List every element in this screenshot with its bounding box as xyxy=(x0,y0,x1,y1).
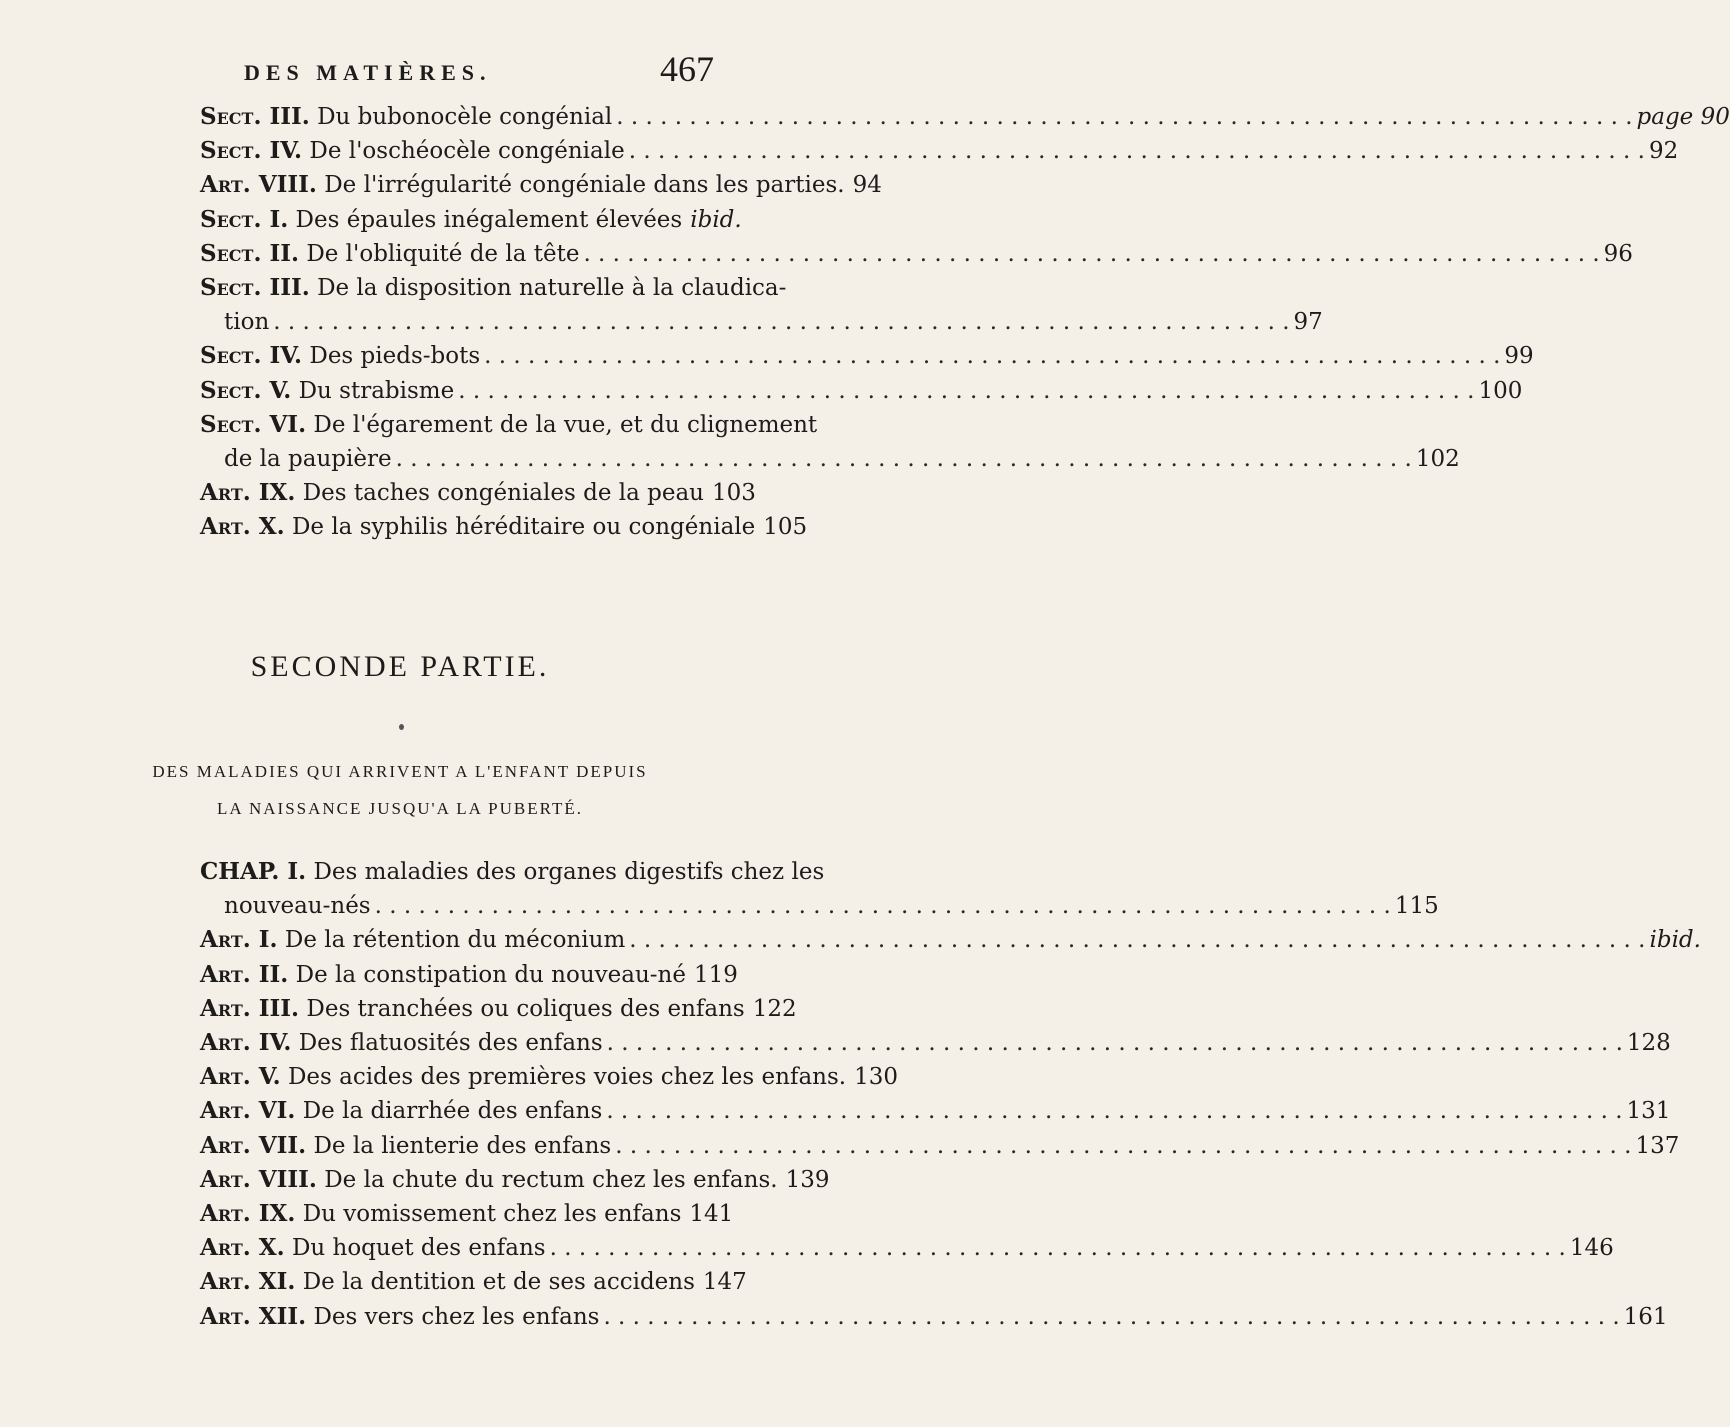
leader-dots xyxy=(375,889,1391,923)
entry-label: Art. XII. xyxy=(200,1302,307,1330)
entry-title: De l'obliquité de la tête xyxy=(306,240,580,267)
entry-label: Art. II. xyxy=(200,960,289,988)
entry-label: Art. IX. xyxy=(200,479,296,507)
entry-label: Sect. VI. xyxy=(200,410,307,438)
entry-page-number: 94 xyxy=(852,172,882,199)
toc-entry xyxy=(200,339,1534,373)
entry-label: Art. X. xyxy=(200,513,285,541)
entry-label: Sect. III. xyxy=(200,274,310,301)
entry-label: Sect. IV. xyxy=(200,137,303,165)
entry-page-number: 105 xyxy=(763,514,808,541)
entry-label: Sect. I. xyxy=(200,205,289,233)
leader-dots xyxy=(273,305,1289,339)
entry-title: De l'oschéocèle congéniale xyxy=(309,138,625,165)
toc-entry xyxy=(200,1060,898,1094)
entry-label: Sect. II. xyxy=(200,239,299,267)
entry-title: nouveau-nés xyxy=(224,893,371,920)
part-title: SECONDE PARTIE. xyxy=(250,650,550,683)
entry-page-number: 122 xyxy=(752,995,797,1022)
entry-page-number: 99 xyxy=(1504,343,1534,370)
entry-title: Du vomissement chez les enfans xyxy=(302,1201,682,1227)
entry-page-number: 130 xyxy=(854,1064,898,1091)
entry-title: De la syphilis héréditaire ou congéniale xyxy=(291,514,756,541)
entry-page-number: ibid. xyxy=(1649,927,1701,954)
toc-entry xyxy=(200,271,787,305)
toc-entry xyxy=(200,1094,1671,1128)
entry-label: Sect. IV. xyxy=(200,342,303,370)
entry-title: De la chute du rectum chez les enfans. xyxy=(324,1166,778,1193)
toc-entry xyxy=(200,889,1439,923)
leader-dots xyxy=(603,1300,1619,1334)
entry-title: De l'égarement de la vue, et du clignement xyxy=(313,411,818,438)
entry-title: Des tranchées ou coliques des enfans xyxy=(306,995,745,1022)
entry-page-number: 96 xyxy=(1603,240,1633,267)
toc-entry xyxy=(200,237,1633,271)
toc-entry xyxy=(200,1265,747,1299)
entry-label: Art. IX. xyxy=(200,1200,296,1227)
entry-title: De la disposition naturelle à la claudica- xyxy=(317,275,787,301)
entry-title: De la rétention du méconium xyxy=(284,927,626,954)
leader-dots xyxy=(616,100,1632,134)
leader-dots xyxy=(615,1129,1631,1163)
entry-page-number: 119 xyxy=(693,961,738,988)
ornament-dot xyxy=(399,724,404,730)
entry-page-number: 97 xyxy=(1293,309,1323,336)
entry-title: Des flatuosités des enfans xyxy=(298,1030,603,1056)
toc-entry xyxy=(200,305,1323,339)
toc-entry xyxy=(200,442,1460,476)
entry-label: Art. V. xyxy=(200,1063,281,1091)
entry-page-number: 141 xyxy=(689,1201,734,1227)
entry-title: Du hoquet des enfans xyxy=(291,1235,546,1262)
leader-dots xyxy=(550,1231,1566,1265)
page-number: 467 xyxy=(660,49,714,89)
entry-title: Des pieds-bots xyxy=(309,343,481,370)
entry-page-number: ibid. xyxy=(690,206,742,233)
entry-label: Sect. III. xyxy=(200,103,310,130)
toc-entry xyxy=(200,100,1730,134)
leader-dots xyxy=(484,339,1500,373)
entry-label: Art. XI. xyxy=(200,1268,296,1296)
toc-entry xyxy=(200,203,742,237)
entry-title: Des acides des premières voies chez les enfans. xyxy=(287,1064,847,1091)
entry-label: CHAP. I. xyxy=(200,858,307,885)
toc-entry xyxy=(200,168,882,202)
entry-page-number: 100 xyxy=(1478,377,1523,404)
entry-title: Des épaules inégalement élevées xyxy=(295,206,683,233)
entry-title: De la diarrhée des enfans xyxy=(302,1098,603,1125)
leader-dots xyxy=(629,923,1645,957)
leader-dots xyxy=(607,1026,1623,1060)
entry-page-number: 139 xyxy=(785,1166,830,1193)
entry-label: Art. III. xyxy=(200,994,300,1022)
entry-title: Du strabisme xyxy=(298,377,455,404)
part-subtitle-line-2: LA NAISSANCE JUSQU'A LA PUBERTÉ. xyxy=(217,799,583,818)
toc-entry xyxy=(200,134,1679,168)
leader-dots xyxy=(629,134,1645,168)
toc-entry xyxy=(200,374,1523,408)
leader-dots xyxy=(606,1094,1622,1128)
entry-title: Des taches congéniales de la peau xyxy=(302,480,704,507)
toc-entry xyxy=(200,476,756,510)
leader-dots xyxy=(583,237,1599,271)
toc-entry xyxy=(200,1197,734,1231)
toc-entry xyxy=(200,923,1701,957)
toc-entry xyxy=(200,1163,830,1197)
toc-entry xyxy=(200,1129,1680,1163)
entry-title: Du bubonocèle congénial xyxy=(317,104,613,130)
entry-label: Art. VI. xyxy=(200,1097,296,1125)
entry-label: Art. VIII. xyxy=(200,1165,317,1193)
entry-page-number: 128 xyxy=(1626,1030,1671,1056)
entry-title: De l'irrégularité congéniale dans les parties. xyxy=(324,172,845,199)
leader-dots xyxy=(458,374,1474,408)
entry-page-number: 103 xyxy=(711,480,756,507)
entry-title: De la dentition et de ses accidens xyxy=(302,1269,695,1296)
toc-entry xyxy=(200,1026,1671,1060)
entry-page-number: 137 xyxy=(1635,1132,1680,1159)
entry-label: Art. VII. xyxy=(200,1131,307,1159)
entry-title: Des vers chez les enfans xyxy=(313,1303,600,1330)
entry-label: Art. IV. xyxy=(200,1029,292,1056)
running-head-title: DES MATIÈRES. xyxy=(244,60,492,85)
entry-title: Des maladies des organes digestifs chez les xyxy=(313,859,825,885)
entry-page-number: 161 xyxy=(1623,1303,1668,1330)
leader-dots xyxy=(396,442,1412,476)
entry-label: Art. I. xyxy=(200,926,278,954)
toc-entry xyxy=(200,510,808,544)
entry-title: tion xyxy=(224,309,270,336)
entry-title: De la constipation du nouveau-né xyxy=(295,961,686,988)
toc-entry xyxy=(200,408,818,442)
entry-page-number: 102 xyxy=(1415,446,1460,472)
entry-page-number: page 90 xyxy=(1636,104,1730,130)
entry-label: Sect. V. xyxy=(200,376,292,404)
entry-title: de la paupière xyxy=(224,446,392,472)
entry-page-number: 92 xyxy=(1648,138,1679,165)
toc-entry xyxy=(200,1231,1614,1265)
running-head xyxy=(244,48,714,88)
entry-page-number: 131 xyxy=(1626,1098,1671,1125)
entry-title: De la lienterie des enfans xyxy=(313,1132,612,1159)
entry-label: Art. VIII. xyxy=(200,171,317,199)
toc-entry xyxy=(200,1300,1668,1334)
toc-entry xyxy=(200,958,738,992)
toc-entry xyxy=(200,992,797,1026)
entry-page-number: 147 xyxy=(702,1269,747,1296)
toc-entry xyxy=(200,855,825,889)
part-subtitle-line-1: DES MALADIES QUI ARRIVENT A L'ENFANT DEPUIS xyxy=(152,762,648,781)
entry-page-number: 115 xyxy=(1394,893,1439,920)
entry-label: Art. X. xyxy=(200,1234,285,1262)
entry-page-number: 146 xyxy=(1569,1235,1614,1262)
